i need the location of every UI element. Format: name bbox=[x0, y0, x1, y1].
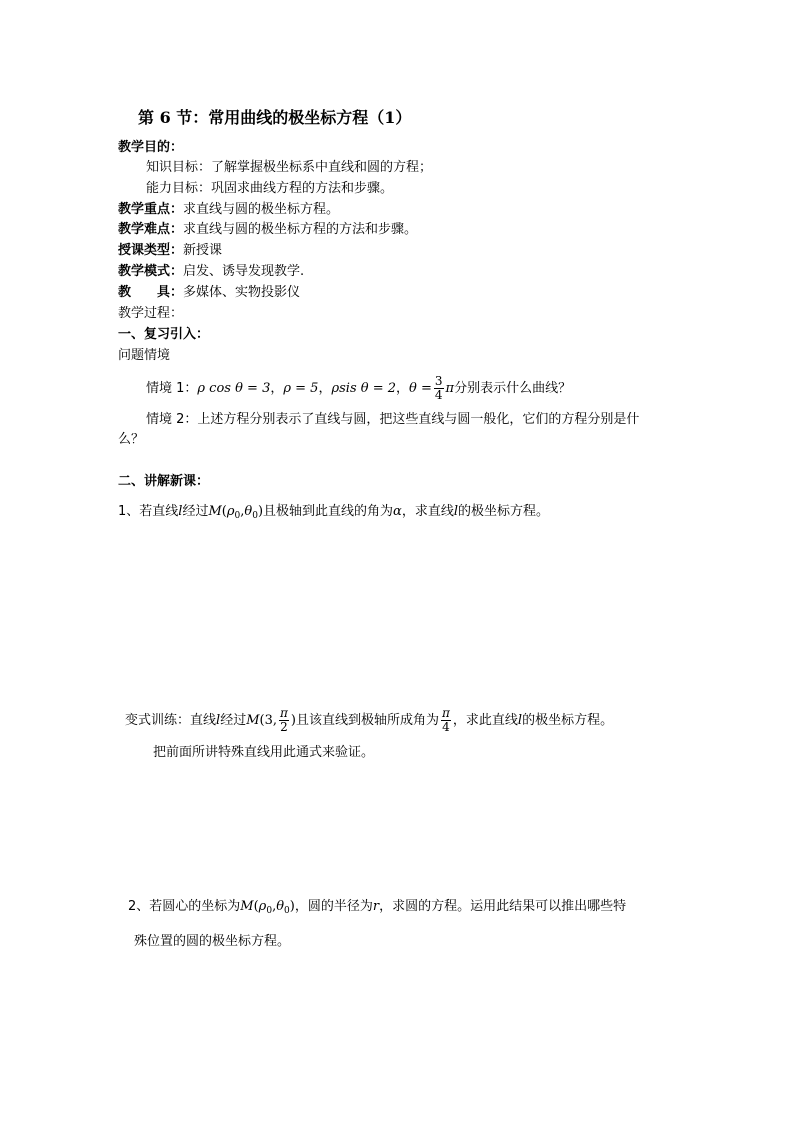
tools-text: 多媒体、实物投影仪 bbox=[183, 285, 301, 300]
variant-line-l: l bbox=[216, 713, 221, 728]
question-2-point-m: M bbox=[240, 899, 254, 914]
fraction-pi-4-numerator: π bbox=[441, 706, 450, 720]
fraction-pi-4-denominator: 4 bbox=[442, 720, 450, 734]
scenario-1-sep1: ， bbox=[270, 381, 284, 396]
mode-line bbox=[118, 263, 304, 281]
variant-coord-b: ) bbox=[290, 713, 296, 728]
fraction-pi-2-denominator: 2 bbox=[280, 720, 288, 734]
section2-heading: 二、讲解新课： bbox=[118, 474, 210, 489]
question-1-line-l2: l bbox=[453, 504, 459, 519]
process-label: 教学过程： bbox=[118, 306, 184, 321]
section1-heading: 一、复习引入： bbox=[118, 327, 210, 342]
scenario-1-eq4-right: π bbox=[445, 381, 455, 396]
variant-coord-a: (3, bbox=[259, 713, 277, 728]
difficulty-label: 教学难点： bbox=[118, 222, 184, 237]
variant-exercise bbox=[125, 706, 613, 736]
scenario-1-eq3: ρsis θ = 2 bbox=[331, 381, 396, 396]
question-2-theta: θ bbox=[276, 899, 285, 914]
scenario-1-prefix: 情境 1： bbox=[146, 381, 198, 396]
mode-label: 教学模式： bbox=[118, 264, 184, 279]
mode-text: 启发、诱导发现教学. bbox=[183, 264, 305, 279]
question-1-rho: ρ bbox=[226, 504, 235, 519]
question-2-radius-r: r bbox=[372, 899, 380, 914]
page-title: 第 6 节：常用曲线的极坐标方程（1） bbox=[138, 108, 412, 127]
objectives-label: 教学目的： bbox=[118, 140, 184, 155]
variant-text-b: 经过 bbox=[220, 713, 247, 728]
fraction-3-4-numerator: 3 bbox=[434, 374, 443, 388]
question-1-text-a: 1、若直线 bbox=[118, 504, 179, 519]
scenario-1-sep3: ， bbox=[396, 381, 410, 396]
variant-text-d: ，求此直线 bbox=[452, 713, 518, 728]
key-point-text: 求直线与圆的极坐标方程。 bbox=[183, 202, 340, 217]
variant-text-e: 的极坐标方程。 bbox=[522, 713, 614, 728]
question-1-alpha: α bbox=[393, 504, 402, 519]
fraction-3-4-denominator: 4 bbox=[434, 388, 443, 402]
fraction-pi-2 bbox=[279, 707, 289, 734]
tools-label: 教 具： bbox=[118, 285, 184, 300]
question-2-comma: , bbox=[272, 899, 277, 914]
question-1-paren-open: ( bbox=[221, 504, 227, 519]
lesson-type-text: 新授课 bbox=[183, 243, 223, 258]
variant-verify: 把前面所讲特殊直线用此通式来验证。 bbox=[153, 745, 375, 760]
question-2-line2: 殊位置的圆的极坐标方程。 bbox=[134, 934, 291, 949]
question-1-rho-subscript: 0 bbox=[234, 511, 241, 521]
question-2-rho: ρ bbox=[258, 899, 267, 914]
question-2-paren-close: ) bbox=[289, 899, 295, 914]
question-2-text-c: ，求圆的方程。运用此结果可以推出哪些特 bbox=[379, 899, 627, 914]
question-1-theta: θ bbox=[244, 504, 253, 519]
difficulty-text: 求直线与圆的极坐标方程的方法和步骤。 bbox=[183, 222, 418, 237]
key-point-line bbox=[118, 201, 339, 219]
question-1-text-e: 的极坐标方程。 bbox=[458, 504, 550, 519]
variant-point-m: M bbox=[246, 713, 260, 728]
question-2-text-b: ，圆的半径为 bbox=[294, 899, 373, 914]
lesson-type-line bbox=[118, 242, 222, 260]
variant-text-a: 变式训练：直线 bbox=[125, 713, 217, 728]
knowledge-objective: 知识目标：了解掌握极坐标系中直线和圆的方程； bbox=[146, 160, 433, 175]
question-2-theta-subscript: 0 bbox=[284, 906, 290, 916]
ability-objective: 能力目标：巩固求曲线方程的方法和步骤。 bbox=[146, 181, 394, 196]
question-1-text-b: 经过 bbox=[182, 504, 209, 519]
key-point-label: 教学重点： bbox=[118, 202, 184, 217]
lesson-type-label: 授课类型： bbox=[118, 243, 184, 258]
scenario-2-line2: 么？ bbox=[118, 432, 145, 447]
scenario-1 bbox=[146, 375, 571, 402]
question-1-paren-close: ) bbox=[257, 504, 264, 519]
question-1 bbox=[118, 503, 549, 521]
fraction-3-4 bbox=[434, 375, 444, 402]
fraction-pi-4 bbox=[441, 707, 451, 734]
question-1-text-c: 且极轴到此直线的角为 bbox=[263, 504, 394, 519]
variant-line-l2: l bbox=[517, 713, 523, 728]
question-1-comma: , bbox=[240, 504, 245, 519]
scenario-1-eq2: ρ = 5 bbox=[283, 381, 319, 396]
section1-subheading: 问题情境 bbox=[118, 348, 171, 363]
question-1-text-d: ，求直线 bbox=[401, 504, 454, 519]
difficulty-line bbox=[118, 221, 417, 239]
tools-line bbox=[118, 284, 300, 302]
objectives-heading bbox=[118, 139, 183, 157]
question-2-paren-open: ( bbox=[253, 899, 259, 914]
scenario-1-sep2: ， bbox=[318, 381, 332, 396]
scenario-1-suffix: 分别表示什么曲线？ bbox=[454, 381, 572, 396]
fraction-pi-2-numerator: π bbox=[280, 706, 288, 720]
scenario-1-eq1: ρ cos θ = 3 bbox=[197, 381, 271, 396]
scenario-1-eq4-left: θ = bbox=[409, 381, 432, 396]
question-2-rho-subscript: 0 bbox=[266, 906, 273, 916]
question-2 bbox=[128, 898, 626, 916]
question-1-point-m: M bbox=[208, 504, 222, 519]
question-1-theta-subscript: 0 bbox=[252, 511, 258, 521]
question-2-text-a: 2、若圆心的坐标为 bbox=[128, 899, 241, 914]
question-1-line-l: l bbox=[178, 504, 183, 519]
variant-text-c: 且该直线到极轴所成角为 bbox=[295, 713, 439, 728]
scenario-2-line1: 情境 2：上述方程分别表示了直线与圆，把这些直线与圆一般化，它们的方程分别是什 bbox=[146, 412, 640, 427]
